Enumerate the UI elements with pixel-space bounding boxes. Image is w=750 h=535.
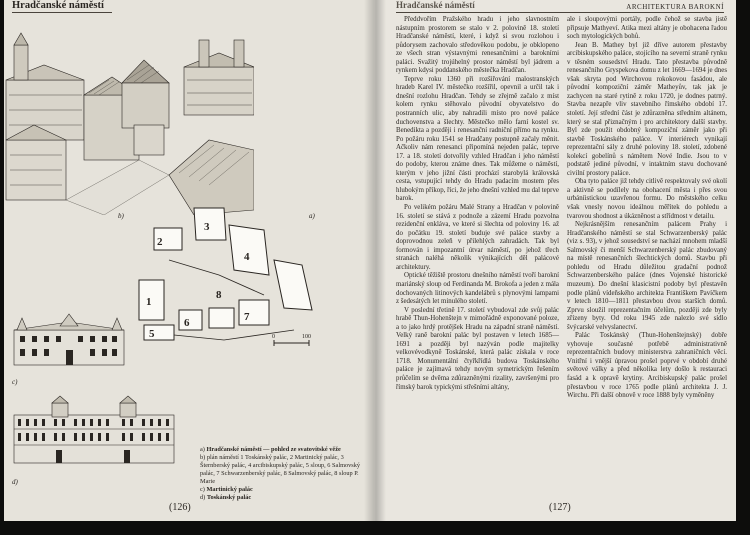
caption-c-text: Martinický palác (206, 486, 253, 493)
caption-c-letter: c) (200, 486, 205, 493)
right-running-head-title: Hradčanské náměstí (396, 0, 475, 10)
figure-letter-a: a) (309, 212, 315, 220)
caption-d (200, 494, 370, 502)
left-page-number: (126) (169, 502, 191, 513)
figure-a-aerial-view (4, 25, 254, 215)
figure-letter-c: c) (12, 378, 18, 386)
caption-a-letter: a) (200, 446, 205, 453)
column1-paragraph: Teprve roku 1360 při rozšiřování malostranských hradeb Karel IV. městečko rozšířil, opevnil a určil tak i dnešní rozlohu Hradčan. Tehdy se zřejmě začalo z míst kolem rynku stěhovalo původní obyvatelstvo do postranních ulic, aby nahradili místo pro nové paláce duchovenstva a šlechty. Městečko mělo farní kostel sv. Benedikta a později i renesanční radniční přímo na rynku. Po požáru roku 1541 se Hradčany postupně začaly měnit. Ačkoliv nám renesanci připomíná nejeden palác, teprve 17. a 18. století dotvořily vzhled Hradčan i jeho náměstí do podoby, kterou známe dnes. Tak můžeme o náměstí, kterým v jeho jižní části prochází starobylá královská cesta, vstupující tehdy do Hradu padacím mostem přes hlubokým příkop, říci, že jeho dnešní vzhled mu dal teprve barok. (396, 75, 559, 203)
column1-paragraph: Předdvořím Pražského hradu i jeho slavnostním nástupním prostorem se stalo v 2. polovině 18. století Hradčanské náměstí, které, i když si svou rozlohou i půdorysem zachovalo středověkou podobu, je obklopeno ze všech stran výstavnými renesančními a barokními paláci. Svažitý trojúhelný prostor náměstí byl jádrem a rynkem kdysi poddanského městečka Hradčan. (396, 16, 559, 75)
caption-a-text: Hradčanské náměstí — pohled ze svatovítské věže (206, 446, 341, 453)
figure-b-site-plan (134, 200, 314, 350)
caption-a (200, 446, 370, 454)
left-page (4, 0, 375, 521)
text-column-2 (567, 16, 727, 401)
scale-hundred: 100 (302, 334, 311, 340)
right-head-rule (396, 12, 724, 13)
figure-caption (200, 446, 370, 502)
map-label-4: 4 (244, 251, 250, 263)
text-column-1 (396, 16, 559, 392)
column1-paragraph: Po velikém požáru Malé Strany a Hradčan v polovině 16. století se stává z podnože a zázemí Hradu pozvolna rezidenční enkláva, ve které si šlechta od poloviny 16. až do počátku 19. století buduje své paláce stavby a doprovodnou zeleň v přilehlých zahradách. Tak byl formován i impozantní útvar náměstí, po jehož třech stranách naléhá několik výnikajících děl palácové architektury. (396, 204, 559, 271)
map-label-8: 8 (216, 289, 222, 301)
caption-b-letter: b) (200, 454, 206, 461)
map-label-7: 7 (244, 311, 250, 323)
column2-paragraph: Jean B. Mathey byl již dříve autorem přestavby arcibiskupského paláce, stojícího na severní straně rynku v těsném sousedství Hradu. Tato přestavba původně renesančního Gryspekova domu z let 1669—1694 je dnes však skryta pod Wirchovou rokokovou fasádou, ale původní kompoziční záměr Matheyův, tak jak je zachycen na staré rytině z roku 1720, je dodnes patrný. Stavba nezapře vliv stavebního římského období 17. století. Její střední část je zdůrazněna středním altánem, který se stal přiznačným i pro architektory další stavby. Byl zde použit obdobný kompoziční záměr jako při stavbě Toskánského paláce. V interiérech vynikají reprezentační sály z druhé poloviny 18. století, zdobené kolekcí gobelínů s námětem Nové Indie. Jsou to v podstatě jediné původní, v intaktním stavu dochované civilní prostory paláce. (567, 41, 727, 177)
caption-d-text: Toskánský palác (206, 494, 252, 501)
map-label-3: 3 (204, 221, 210, 233)
caption-b (200, 454, 370, 486)
map-label-6: 6 (184, 317, 190, 329)
figure-letter-b: b) (118, 212, 124, 220)
caption-b-text: plán náměstí 1 Toskánský palác, 2 Martinický palác, 3 Šternberský palác, 4 arcibiskupský palác, 5 sloup, 6 Salmovský palác, 7 Schwarzenberský palác, 8 Salmovský palác, 8 sloup P. Marie (200, 454, 361, 485)
left-head-rule (12, 12, 112, 13)
column2-paragraph: Oba tyto paláce již tehdy citlivě respektovaly své okolí a aktivně se podílely na obohacení města i přes svou urbáníistickou uzavřenou formu. Do městského celku však vnesly novou ideálnou měřítek do pohledu a tvarovou shodnost a úkázněnost a střídmost v detailu. (567, 178, 727, 220)
map-label-5: 5 (149, 328, 155, 340)
caption-d-letter: d) (200, 494, 206, 501)
column1-paragraph: Optické těžiště prostoru dnešního náměstí tvoří barokní mariánský sloup od Ferdinanda M. Brokofa a jeden z mála dochovaných litinových kandelábrů s plynovými lampami z šedesátých let minulého století. (396, 272, 559, 306)
figure-d-tuscan-palace (12, 395, 177, 465)
map-label-2: 2 (157, 236, 163, 248)
column2-paragraph: Nejkrásnějším renesančním palácem Prahy i Hradčanského náměstí se stal Schwarzenberský palác (viz s. 93), v jehož sousedství se nachází mnohem mladší Salmovský či menší Schwarzenberský palác zbudovaný na místě renesančních šlechtických domů. Stavbu při pohledu od Hradu důležitou gradační podnož Schwarzenberského paláce (dnes Vojenské historické muzeum). Do dnešní klasicistní podoby byl přestavěn podle plánů vídeňského architekta Františkem Pavíčkem v letech 1810—1811 přestavbou dvou starších domů. Zprvu sloužil reprezentačním účelům, později zde byly zřízeny byty. Od roku 1945 zde nalezlo své sídlo švýcarské velvyslanectví. (567, 221, 727, 331)
left-running-head: Hradčanské náměstí (12, 0, 104, 11)
caption-c (200, 486, 370, 494)
right-page-number: (127) (549, 502, 571, 513)
column2-paragraph: Palác Toskánský (Thun-Hohenštejnský) dobře vyhovuje současné potřebě administrativně reprezentačních budovy ministerstva zahraničních věcí. Vnitřní i vnější úpravou prošel poprvé v období druhé světové války a před několika lety došlo k restauraci fasád a k opravě krytiny. Arcibiskupský palác prošel přestavbou v roce 1765 podle plánů architekta J. J. Wirchu. Při další obnově v roce 1888 byly vyměněny (567, 332, 727, 400)
column1-paragraph: V poslední třetině 17. století vybudoval zde svůj palác hrabě Thun-Hohenštejn v mimořádně exponované poloze, a to jako hrdý protějšek Hradu na západní straně náměstí. Velký raně barokní palác byl postaven v letech 1685—1691 a později byl nazýván podle majitelky velkovévodkyně Toskánské, která palác získala v roce 1718. Monumentální čtyřkřídlá budova Toskánského paláce je zajímavá tehdy novým symetrickým řešením průčelím se dvěma zdůrazněnými rizality, završenými pro římský barok typickými střešními altány, (396, 306, 559, 391)
map-label-1: 1 (146, 296, 152, 308)
figure-letter-d: d) (12, 478, 18, 486)
right-page (374, 0, 736, 521)
column2-paragraph: ale i sloupovými portály, podle čehož se stavba jistě připsuje Mathyeví. Atika mezi altány je obohacena řadou soch mytologických bohů. (567, 16, 727, 41)
scale-zero: 0 (272, 334, 275, 340)
right-running-head-section: ARCHITEKTURA BAROKNÍ (626, 3, 724, 11)
figure-c-facade (12, 312, 127, 367)
